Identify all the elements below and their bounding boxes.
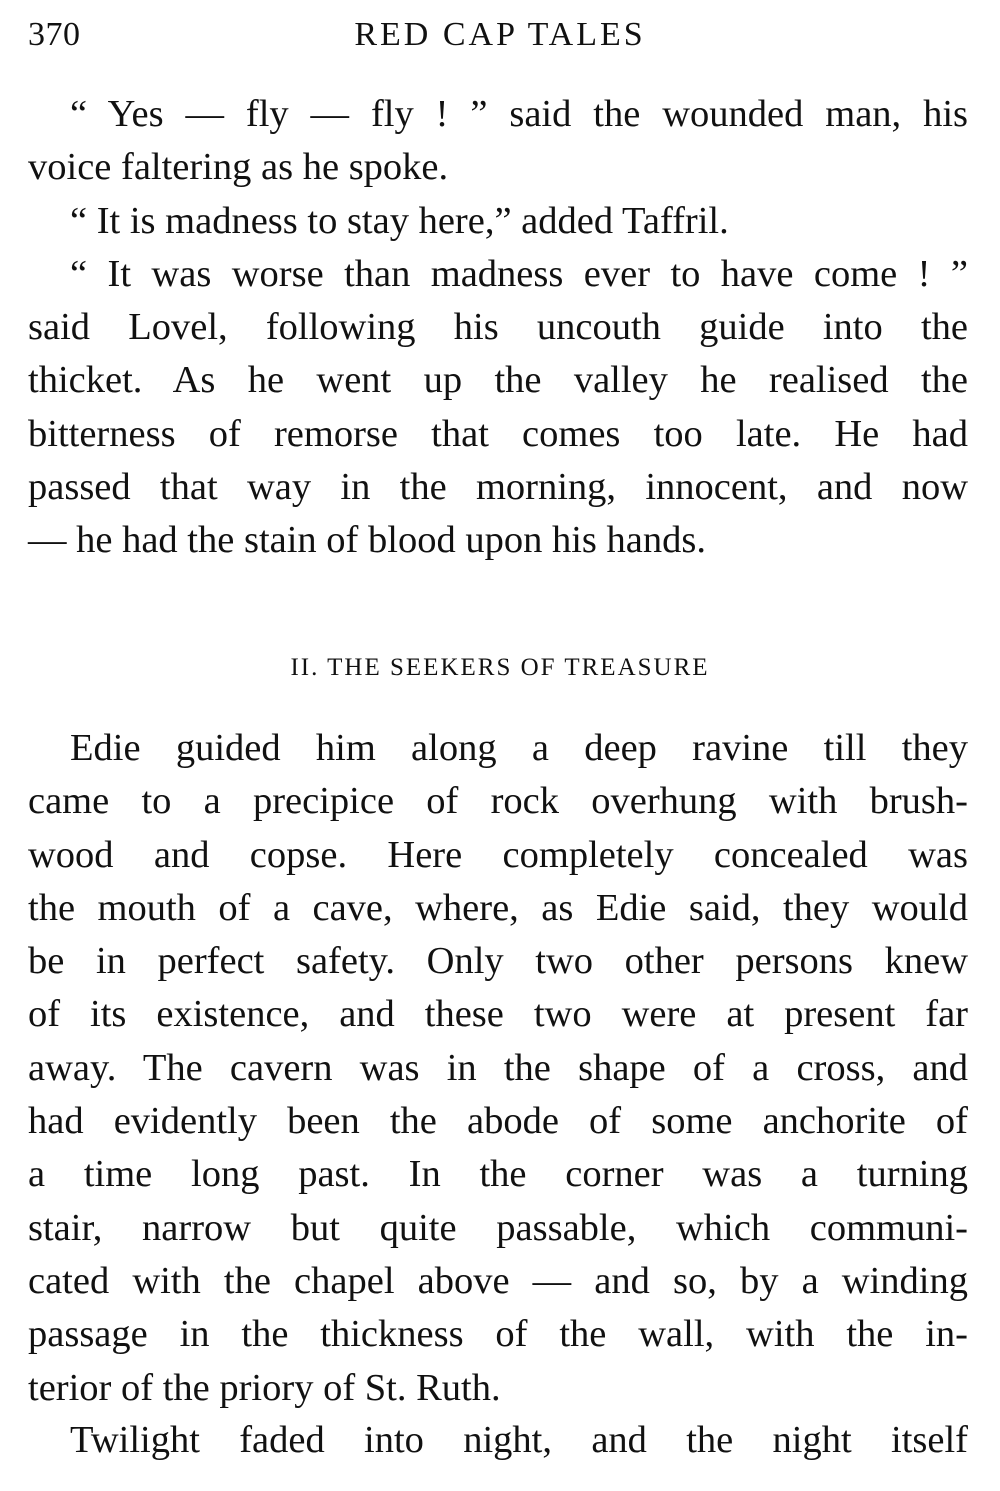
text-line: passed that way in the morning, innocent, and now — [28, 466, 968, 509]
text-line: came to a precipice of rock overhung with brush- — [28, 780, 968, 823]
text-line: cated with the chapel above — and so, by a winding — [28, 1259, 968, 1302]
page-header — [28, 10, 972, 60]
text-line: had evidently been the abode of some anchorite of — [28, 1100, 968, 1143]
text-line: “ It is madness to stay here,” added Taffril. — [70, 199, 729, 242]
text-line: passage in the thickness of the wall, with the in- — [28, 1313, 968, 1356]
text-line: Edie guided him along a deep ravine till they — [70, 727, 968, 769]
text-line: thicket. As he went up the valley he realised the — [28, 359, 968, 402]
text-line: the mouth of a cave, where, as Edie said, they would — [28, 886, 968, 929]
text-line: said Lovel, following his uncouth guide into the — [28, 306, 968, 349]
text-line: away. The cavern was in the shape of a cross, and — [28, 1046, 968, 1089]
text-line: — he had the stain of blood upon his hands. — [28, 519, 706, 562]
text-block-section — [28, 722, 968, 1415]
text-line: of its existence, and these two were at present far — [28, 993, 968, 1036]
text-line: a time long past. In the corner was a turning — [28, 1153, 968, 1196]
text-line: “ Yes — fly — fly ! ” said the wounded man, his — [70, 93, 968, 135]
text-line: stair, narrow but quite passable, which communi- — [28, 1206, 968, 1249]
text-block-opening — [28, 88, 968, 568]
text-block-closing — [28, 1414, 968, 1467]
running-title: RED CAP TALES — [354, 16, 646, 53]
page-number: 370 — [28, 16, 81, 53]
text-line: be in perfect safety. Only two other persons knew — [28, 940, 968, 983]
text-line: bitterness of remorse that comes too late. He had — [28, 412, 968, 455]
section-heading: II. THE SEEKERS OF TREASURE — [290, 654, 710, 681]
text-line: Twilight faded into night, and the night itself — [70, 1419, 968, 1461]
text-line: voice faltering as he spoke. — [28, 146, 449, 189]
text-line: terior of the priory of St. Ruth. — [28, 1366, 501, 1409]
text-line: “ It was worse than madness ever to have come ! ” — [70, 252, 968, 295]
text-line: wood and copse. Here completely concealed was — [28, 833, 968, 876]
